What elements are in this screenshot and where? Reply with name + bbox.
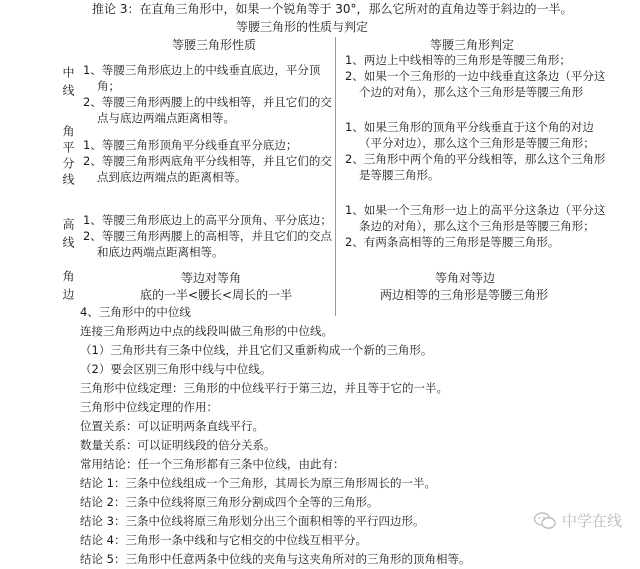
corollary-3-text: 推论 3：在直角三角形中，如果一个锐角等于 30°，那么它所对的直角边等于斜边的一半。 bbox=[92, 2, 573, 16]
position-relation: 位置关系：可以证明两条直线平行。 bbox=[80, 419, 264, 433]
conclusion-3: 结论 3：三条中位线将原三角形划分出三个面积相等的平行四边形。 bbox=[80, 514, 425, 528]
bisector-criteria: 1、如果三角形的顶角平分线垂直于这个角的对边（平分对边），那么这个三角形是等腰三角形； 2、三角形中两个角的平分线相等，那么这个三角形是等腰三角形。 bbox=[345, 120, 606, 182]
side-length-inequality: 底的一半<腰长<周长的一半 bbox=[140, 288, 293, 302]
equal-sides-equal-angles: 等边对等角 bbox=[181, 271, 242, 285]
quantity-relation: 数量关系：可以证明线段的倍分关系。 bbox=[80, 438, 276, 452]
watermark bbox=[534, 510, 622, 531]
midline-heading: 4、三角形中的中位线 bbox=[80, 305, 191, 319]
theorem-uses: 三角形中位线定理的作用： bbox=[80, 400, 218, 414]
altitude-criteria: 1、如果一个三角形一边上的高平分这条边（平分这条边的对角），那么这个三角形是等腰三角形； 2、有两条高相等的三角形是等腰三角形。 bbox=[345, 203, 606, 249]
midline-theorem: 三角形中位线定理：三角形的中位线平行于第三边，并且等于它的一半。 bbox=[80, 381, 448, 395]
conclusion-4: 结论 4：三角形一条中线和与它相交的中位线互相平分。 bbox=[80, 533, 367, 547]
common-conclusions: 常用结论：任一个三角形都有三条中位线，由此有： bbox=[80, 457, 345, 471]
conclusion-5: 结论 5：三角形中任意两条中位线的夹角与这夹角所对的三角形的顶角相等。 bbox=[80, 552, 471, 566]
midline-note-1: （1）三角形共有三条中位线，并且它们又重新构成一个新的三角形。 bbox=[80, 343, 433, 357]
bisector-properties: 1、等腰三角形顶角平分线垂直平分底边； 2、等腰三角形两底角平分线相等，并且它们的交点到底边两端点的距离相等。 bbox=[83, 138, 332, 184]
header-properties: 等腰三角形性质 bbox=[172, 38, 257, 52]
row-label-median: 中线 bbox=[61, 66, 75, 102]
conclusion-2: 结论 2：三条中位线将原三角形分割成四个全等的三角形。 bbox=[80, 495, 379, 509]
row-label-angle-side: 角边 bbox=[61, 270, 75, 306]
median-criteria: 1、两边上中线相等的三角形是等腰三角形； 2、如果一个三角形的一边中线垂直这条边（平分这个边的对角），那么这个三角形是等腰三角形 bbox=[345, 53, 606, 99]
table-title: 等腰三角形的性质与判定 bbox=[236, 20, 369, 34]
wechat-icon bbox=[534, 512, 556, 530]
two-equal-sides-criterion: 两边相等的三角形是等腰三角形 bbox=[380, 288, 549, 302]
table-divider bbox=[335, 37, 336, 316]
header-criteria: 等腰三角形判定 bbox=[430, 38, 515, 52]
median-properties: 1、等腰三角形底边上的中线垂直底边，平分顶角； 2、等腰三角形两腰上的中线相等，并且它们的交点与底边两端点距离相等。 bbox=[83, 63, 332, 125]
conclusion-1: 结论 1：三条中位线组成一个三角形，其周长为原三角形周长的一半。 bbox=[80, 476, 436, 490]
midline-note-2: （2）要会区别三角形中线与中位线。 bbox=[80, 362, 272, 376]
watermark-text: 中学在线 bbox=[561, 512, 622, 530]
row-label-angle-bisector: 角平分线 bbox=[61, 125, 75, 189]
midline-definition: 连接三角形两边中点的线段叫做三角形的中位线。 bbox=[80, 324, 333, 338]
altitude-properties: 1、等腰三角形底边上的高平分顶角、平分底边； 2、等腰三角形两腰上的高相等，并且它们的交点和底边两端点距离相等。 bbox=[83, 213, 332, 259]
row-label-altitude: 高线 bbox=[61, 218, 75, 254]
equal-angles-equal-sides: 等角对等边 bbox=[435, 271, 496, 285]
